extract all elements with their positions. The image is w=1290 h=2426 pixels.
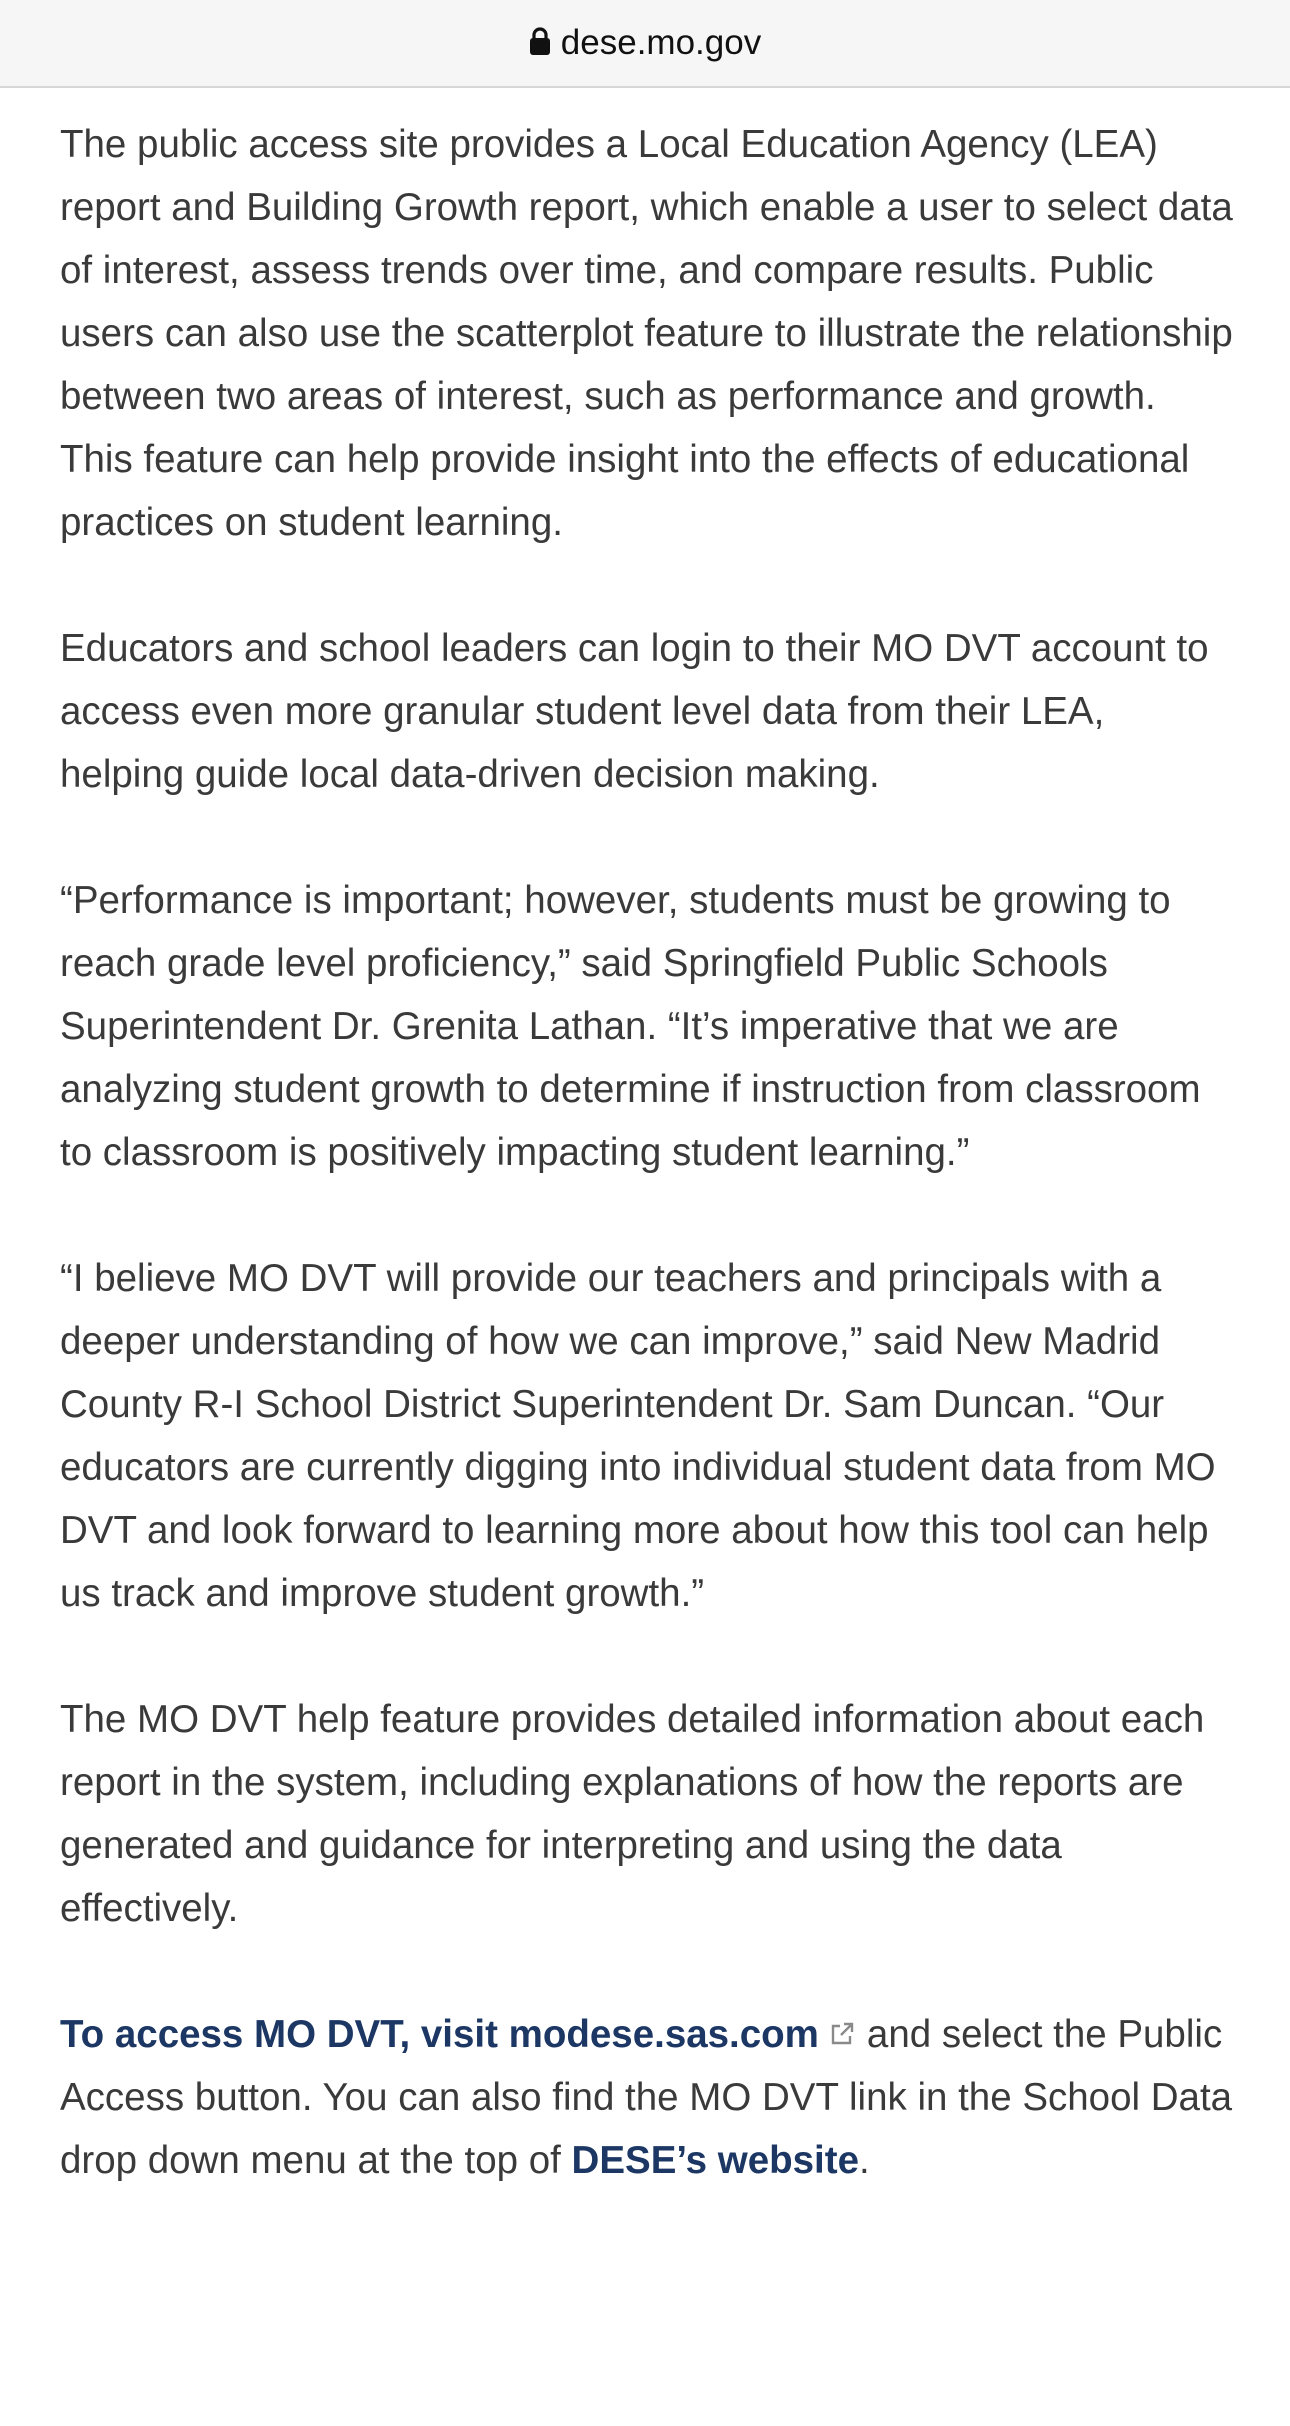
paragraph-help-feature: The MO DVT help feature provides detailed information about each report in the system, including explanations of how the reports are generated and guidance for interpreting and using the data effectively. (60, 1698, 1205, 1930)
modese-sas-link[interactable]: To access MO DVT, visit modese.sas.com (60, 2013, 819, 2056)
paragraph-quote-lathan: “Performance is important; however, students must be growing to reach grade level proficiency,” said Springfield Public Schools Superintendent Dr. Grenita Lathan. “It’s imperative that we are analyzing student growth to determine if instruction from classroom to classroom is positively impacting student learning.” (60, 879, 1201, 1174)
access-info-text: and select the Public Access button. You can also find the MO DVT link in the School Data drop down menu at the top of (60, 2013, 1233, 2182)
access-info-period: . (858, 2139, 870, 2182)
browser-url-bar[interactable] (0, 0, 1290, 88)
article-body (60, 113, 1235, 2192)
url-domain: dese.mo.gov (560, 23, 762, 62)
paragraph-quote-duncan: “I believe MO DVT will provide our teachers and principals with a deeper understanding of how we can improve,” said New Madrid County R-I School District Superintendent Dr. Sam Duncan. “Our educators are currently digging into individual student data from MO DVT and look forward to learning more about how this tool can help us track and improve student growth.” (60, 1257, 1216, 1615)
paragraph-public-access: The public access site provides a Local Education Agency (LEA) report and Building Growth report, which enable a user to select data of interest, assess trends over time, and compare results. Public users can also use the scatterplot feature to illustrate the relationship between two areas of interest, such as performance and growth. This feature can help provide insight into the effects of educational practices on student learning. (60, 123, 1233, 544)
paragraph-educators-login: Educators and school leaders can login to their MO DVT account to access even more granular student level data from their LEA, helping guide local data-driven decision making. (60, 627, 1209, 796)
lock-icon (529, 26, 551, 56)
dese-website-link[interactable]: DESE’s website (571, 2139, 859, 2182)
external-link-icon[interactable] (827, 2019, 857, 2049)
paragraph-access-info (60, 2003, 1235, 2192)
url-display[interactable] (529, 23, 761, 63)
